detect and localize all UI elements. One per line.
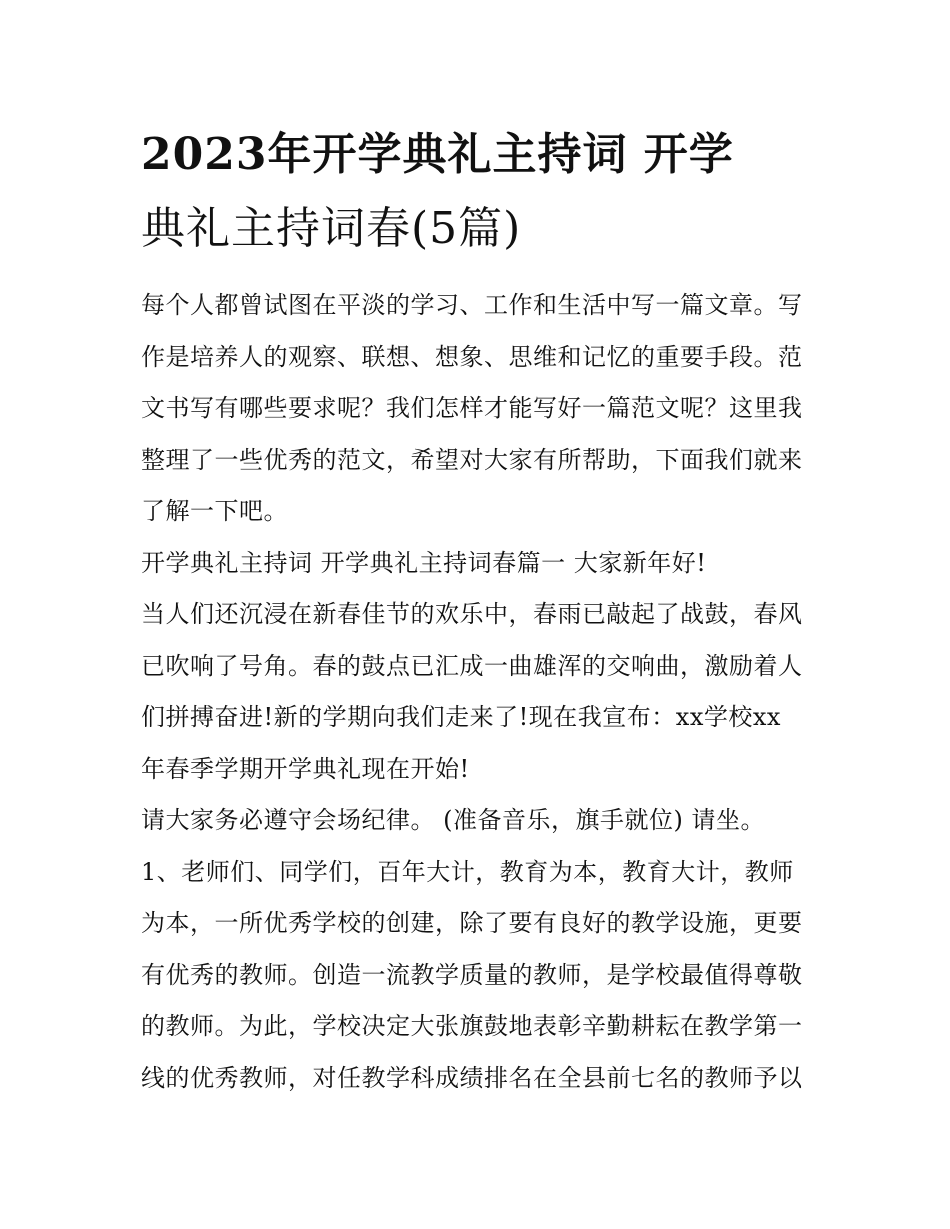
body-line: 1、老师们、同学们，百年大计，教育为本，教育大计，教师	[141, 857, 794, 886]
document-title	[141, 118, 821, 266]
body-line: 的教师。为此，学校决定大张旗鼓地表彰辛勤耕耘在教学第一	[141, 1012, 803, 1040]
body-line: 线的优秀教师，对任教学科成绩排名在全县前七名的教师予以	[141, 1063, 803, 1092]
body-line: 为本，一所优秀学校的创建，除了要有良好的教学设施，更要	[141, 909, 803, 937]
body-line: 整理了一些优秀的范文，希望对大家有所帮助，下面我们就来	[141, 445, 803, 474]
body-line: 当人们还沉浸在新春佳节的欢乐中，春雨已敲起了战鼓，春风	[141, 600, 803, 628]
document-body	[141, 280, 813, 1104]
body-line: 年春季学期开学典礼现在开始!	[141, 754, 470, 783]
body-line: 文书写有哪些要求呢？我们怎样才能写好一篇范文呢？这里我	[141, 394, 803, 422]
body-line: 已吹响了号角。春的鼓点已汇成一曲雄浑的交响曲，激励着人	[141, 651, 803, 680]
body-line: 每个人都曾试图在平淡的学习、工作和生活中写一篇文章。写	[141, 291, 803, 319]
title-line: 典礼主持词春(5篇)	[141, 203, 522, 254]
body-line: 们拼搏奋进!新的学期向我们走来了!现在我宣布：xx学校xx	[141, 703, 781, 731]
body-line: 有优秀的教师。创造一流教学质量的教师，是学校最值得尊敬	[141, 960, 803, 989]
title-line: 2023年开学典礼主持词 开学	[141, 129, 734, 180]
body-line: 了解一下吧。	[141, 497, 288, 525]
body-line: 请大家务必遵守会场纪律。 (准备音乐，旗手就位) 请坐。	[141, 806, 765, 834]
body-line: 开学典礼主持词 开学典礼主持词春篇一 大家新年好!	[141, 548, 707, 577]
body-line: 作是培养人的观察、联想、想象、思维和记忆的重要手段。范	[141, 342, 803, 371]
